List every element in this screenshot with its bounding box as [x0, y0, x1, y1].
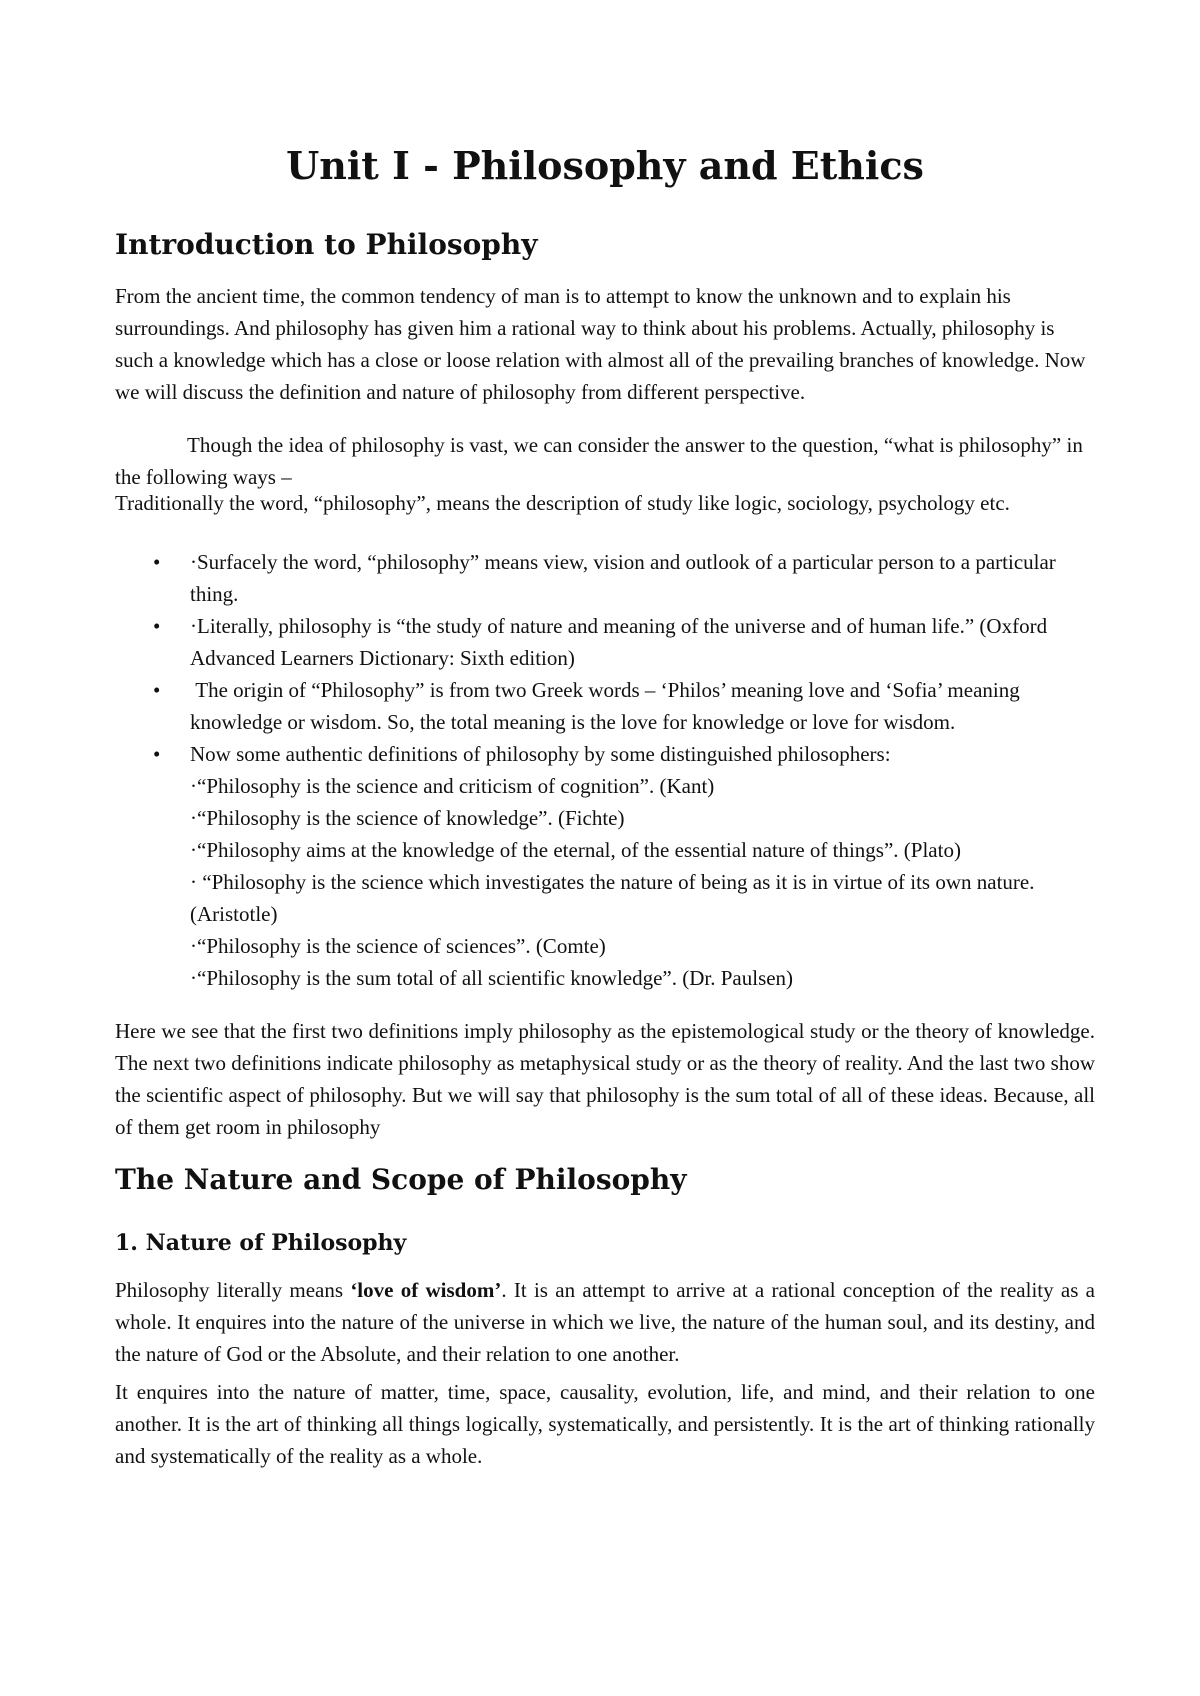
bullet-icon: • [153, 614, 161, 638]
bullet-icon: • [153, 550, 161, 574]
love-of-wisdom-emphasis: ‘love of wisdom’ [350, 1278, 502, 1302]
list-item [115, 738, 1095, 994]
bullet-icon: • [153, 678, 161, 702]
definition-fichte: ·“Philosophy is the science of knowledge”. (Fichte) [190, 806, 625, 830]
definition-aristotle: · “Philosophy is the science which investigates the nature of being as it is in virtue of its own nature. (Aristotle) [190, 870, 1035, 926]
nature-paragraph-1-rest: . It is an attempt to arrive at a rational conception of the reality as a whole. It enquires into the nature of the universe in which we live, the nature of the human soul, and its destiny, and the nature of God or the Absolute, and their relation to one another. [115, 1278, 1095, 1366]
intro-paragraph-3: Traditionally the word, “philosophy”, means the description of study like logic, sociology, psychology etc. [115, 491, 1010, 515]
nature-paragraph-2: It enquires into the nature of matter, time, space, causality, evolution, life, and mind, and their relation to one another. It is the art of thinking all things logically, systematically, and persistently. It is the art of thinking rationally and systematically of the reality as a whole. [115, 1380, 1095, 1468]
bullet-text: Now some authentic definitions of philosophy by some distinguished philosophers: [190, 742, 891, 766]
nature-paragraph-1 [115, 1274, 1095, 1370]
definition-bullet-list [115, 546, 1095, 994]
intro-paragraph-4: Here we see that the first two definitions imply philosophy as the epistemological study or the theory of knowledge. The next two definitions indicate philosophy as metaphysical study or as the theory of reality. And the last two show the scientific aspect of philosophy. But we will say that philosophy is the sum total of all of these ideas. Because, all of them get room in philosophy [115, 1019, 1095, 1139]
definition-kant: ·“Philosophy is the science and criticism of cognition”. (Kant) [190, 774, 715, 798]
list-item [115, 674, 1095, 738]
list-item [115, 546, 1095, 610]
bullet-icon: • [153, 742, 161, 766]
bullet-text: The origin of “Philosophy” is from two Greek words – ‘Philos’ meaning love and ‘Sofia’ meaning knowledge or wisdom. So, the total meaning is the love for knowledge or love for wisdom. [190, 678, 1025, 734]
bullet-text: ·Surfacely the word, “philosophy” means view, vision and outlook of a particular person to a particular thing. [190, 550, 1056, 606]
intro-paragraph-1: From the ancient time, the common tendency of man is to attempt to know the unknown and to explain his surroundings. And philosophy has given him a rational way to think about his problems. Actually, philosophy is such a knowledge which has a close or loose relation with almost all of the prevailing branches of knowledge. Now we will discuss the definition and nature of philosophy from different perspective. [115, 284, 1086, 404]
list-item [115, 610, 1095, 674]
nature-scope-heading: The Nature and Scope of Philosophy [115, 1163, 687, 1196]
intro-paragraph-2: Though the idea of philosophy is vast, we can consider the answer to the question, “what is philosophy” in the following ways – [115, 433, 1083, 489]
page-title: Unit I - Philosophy and Ethics [286, 143, 924, 188]
intro-heading: Introduction to Philosophy [115, 228, 538, 261]
nature-paragraph-1-start: Philosophy literally means [115, 1278, 351, 1302]
definition-plato: ·“Philosophy aims at the knowledge of the eternal, of the essential nature of things”. (Plato) [190, 838, 961, 862]
nature-subheading: 1. Nature of Philosophy [115, 1230, 407, 1256]
definition-paulsen: ·“Philosophy is the sum total of all scientific knowledge”. (Dr. Paulsen) [190, 966, 794, 990]
definition-comte: ·“Philosophy is the science of sciences”. (Comte) [190, 934, 606, 958]
bullet-text: ·Literally, philosophy is “the study of nature and meaning of the universe and of human life.” (Oxford Advanced Learners Dictionary: Sixth edition) [190, 614, 1048, 670]
